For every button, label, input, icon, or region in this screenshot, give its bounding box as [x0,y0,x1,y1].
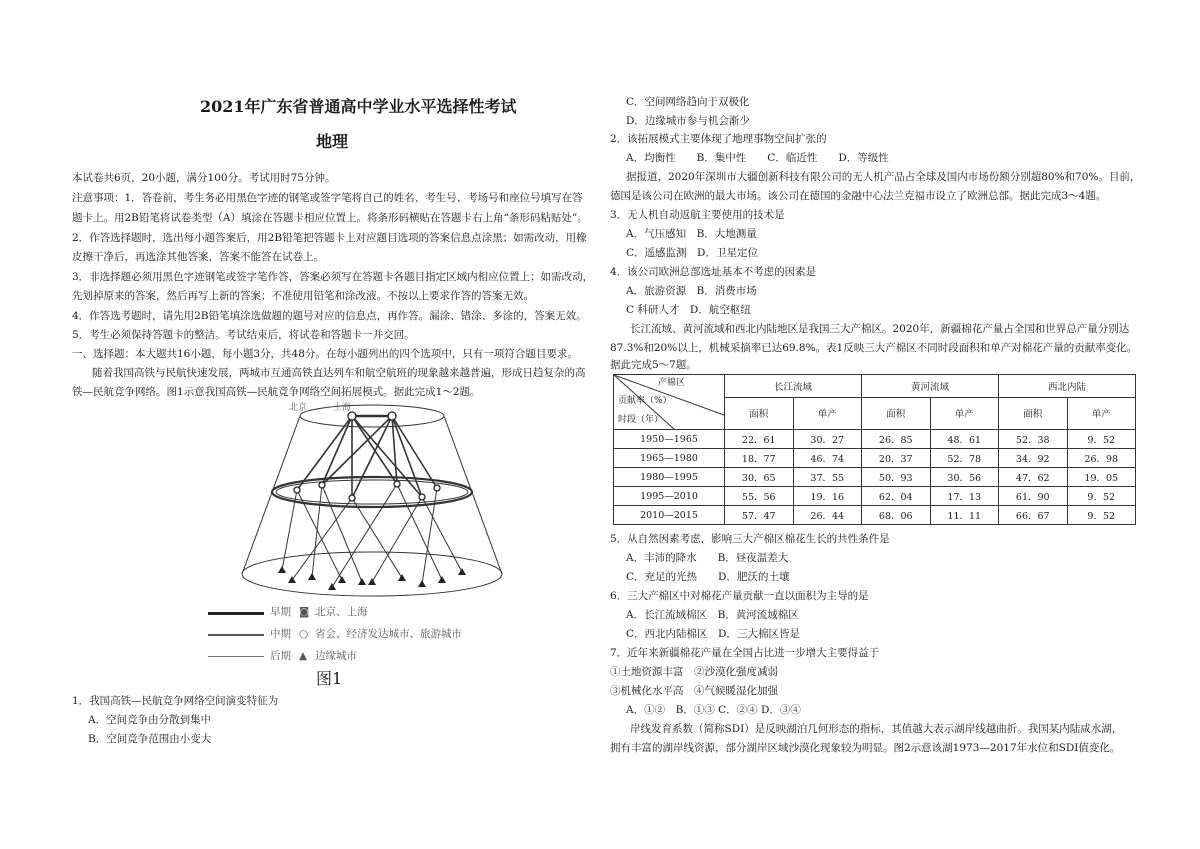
value-cell: 46．74 [793,449,862,468]
value-cell: 22．61 [725,430,794,449]
value-cell: 52．38 [999,430,1068,449]
sub-header: 单产 [1067,397,1136,429]
value-cell: 20．37 [862,449,931,468]
intro-line: 本试卷共6页，20小题，满分100分。考试用时75分钟。 [72,172,336,184]
value-cell: 48．61 [930,430,999,449]
options-line: C 科研人才 D．航空枢纽 [626,304,751,316]
legend-triangle-icon: ▲ [299,650,308,662]
passage-line: 87.3%和20%以上，机械采摘率已达69.8%。表1反映三大产棉区不同时段面积和单产对棉花产量的贡献率变化。 [610,342,1138,354]
value-cell: 30．65 [725,468,794,487]
intro-line: 先划掉原来的答案，然后再写上新的答案；不准使用铅笔和涂改液。不按以上要求作答的答案无效。 [72,290,534,302]
value-cell: 9．52 [1067,506,1136,525]
corner-period-label: 时段（年） [618,415,664,425]
figure1-diagram [222,402,522,602]
table-row [614,487,1136,506]
table1 [613,374,1136,525]
passage-line: 长江流域、黄河流域和西北内陆地区是我国三大产棉区。2020年，新疆棉花产量占全国和世界总产量分别达 [630,323,1130,335]
value-cell: 11．11 [930,506,999,525]
period-cell: 1950—1965 [614,430,725,449]
value-cell: 17．13 [930,487,999,506]
value-cell: 52．78 [930,449,999,468]
period-cell: 2010—2015 [614,506,725,525]
fig1-top-label: 上海 [333,403,352,413]
intro-line: 题卡上。用2B铅笔将试卷类型（A）填涂在答题卡相应位置上。将条形码横贴在答题卡右上角“条形码粘贴处”。 [72,212,588,224]
fig1-top-label: 北京 [289,403,308,413]
sub-header: 单产 [930,397,999,429]
table-row [614,468,1136,487]
legend-desc: 边缘城市 [315,650,357,662]
figure1-caption: 图1 [316,669,343,688]
option-a: A．空间竞争由分散到集中 [88,714,212,726]
value-cell: 26．44 [793,506,862,525]
period-cell: 1965—1980 [614,449,725,468]
intro-line: 5．考生必须保持答题卡的整洁。考试结束后，将试卷和答题卡一并交回。 [72,329,415,341]
passage-line: 据报道，2020年深圳市大疆创新科技有限公司的无人机产品占全球及国内市场份额分别超80%和70%。目前， [626,171,1141,183]
options-line: A．均衡性 B．集中性 C．临近性 D．等级性 [626,152,889,164]
table-row [614,430,1136,449]
passage-line: 岸线发育系数（简称SDI）是反映湖泊几何形态的指标，其值越大表示湖岸线越曲折。我国某内陆咸水湖， [630,723,1123,735]
option-b: B．空间竞争范围由小变大 [88,733,212,745]
question-stem: 5．从自然因素考虑，影响三大产棉区棉花生长的共性条件是 [610,533,890,545]
legend-period: 早期 [270,606,291,618]
options-line: C．充足的光热 D．肥沃的土壤 [626,571,790,583]
question-stem: 7．近年来新疆棉花产量在全国占比进一步增大主要得益于 [610,647,880,659]
value-cell: 50．93 [862,468,931,487]
value-cell: 30．27 [793,430,862,449]
value-cell: 68．06 [862,506,931,525]
period-cell: 1995—2010 [614,487,725,506]
question-stem: 4．该公司欧洲总部选址基本不考虑的因素是 [610,266,817,278]
sub-header: 面积 [999,397,1068,429]
value-cell: 26．98 [1067,449,1136,468]
value-cell: 30．56 [930,468,999,487]
period-cell: 1980—1995 [614,468,725,487]
page-title: 2021年广东省普通高中学业水平选择性考试 [200,97,517,116]
value-cell: 61．90 [999,487,1068,506]
legend-ring-icon: ○ [299,628,309,640]
value-cell: 37．55 [793,468,862,487]
options-line: A．①② B．①③ C．②④ D．③④ [626,704,801,716]
subject-title: 地理 [316,132,349,151]
passage-line: 铁—民航竞争网络。图1示意我国高铁—民航竞争网络空间拓展模式。据此完成1～2题。 [72,386,481,398]
region-header: 西北内陆 [999,375,1136,398]
intro-line: 注意事项：1．答卷前，考生务必用黑色字迹的钢笔或签字笔将自己的姓名、考生号、考场号和座位号填写在答 [72,192,583,204]
region-header: 长江流域 [725,375,862,398]
legend-line-mid [208,634,264,636]
legend-desc: 省会、经济发达城市、旅游城市 [315,628,462,640]
options-line: A．旅游资源 B．消费市场 [626,285,757,297]
legend-circle-icon: ◙ [299,606,310,618]
legend-period: 后期 [270,650,291,662]
value-cell: 57．47 [725,506,794,525]
value-cell: 9．52 [1067,487,1136,506]
options-line: C．遥感监测 D．卫星定位 [626,247,758,259]
value-cell: 55．56 [725,487,794,506]
corner-rate-label: 贡献率（%） [618,396,672,406]
value-cell: 18．77 [725,449,794,468]
value-cell: 47．62 [999,468,1068,487]
table-row [614,506,1136,525]
intro-line: 皮擦干净后，再选涂其他答案，答案不能答在试卷上。 [72,251,324,263]
region-header: 黄河流域 [862,375,999,398]
options-line: C．西北内陆棉区 D．三大棉区皆是 [626,628,800,640]
legend-line-early [208,612,264,615]
passage-line: 拥有丰富的湖岸线资源，部分湖岸区域沙漠化现象较为明显。图2示意该湖1973—2017年水位和SDI值变化。 [610,742,1121,754]
statements-line: ③机械化水平高 ④气候暖湿化加强 [610,685,778,697]
passage-line: 据此完成5～7题。 [610,359,697,371]
legend-desc: 北京、上海 [315,606,368,618]
table-corner-cell [614,375,725,430]
sub-header: 面积 [725,397,794,429]
value-cell: 9．52 [1067,430,1136,449]
value-cell: 34．92 [999,449,1068,468]
value-cell: 26．85 [862,430,931,449]
options-line: A．气压感知 B．大地测量 [626,228,757,240]
options-line: A．长江流域棉区 B．黄河流域棉区 [626,609,799,621]
question-stem: 3．无人机自动返航主要使用的技术是 [610,209,785,221]
question-stem: 2．该拓展模式主要体现了地理事物空间扩张的 [610,133,827,145]
question-stem: 1．我国高铁—民航竞争网络空间演变特征为 [72,695,279,707]
statements-line: ①土地资源丰富 ②沙漠化强度减弱 [610,666,778,678]
table-row [614,449,1136,468]
value-cell: 62．04 [862,487,931,506]
section-heading: 一、选择题：本大题共16小题，每小题3分，共48分。在每小题列出的四个选项中，只有一项符合题目要求。 [72,348,578,360]
sub-header: 面积 [862,397,931,429]
intro-line: 2．作答选择题时，选出每小题答案后，用2B铅笔把答题卡上对应题目选项的答案信息点涂黑；如需改动，用橡 [72,232,587,244]
question-stem: 6．三大产棉区中对棉花产量贡献一直以面积为主导的是 [610,590,869,602]
option-c: C．空间网络趋向于双极化 [626,96,750,108]
option-d: D．边缘城市参与机会渐少 [626,115,750,127]
legend-line-late [208,656,264,657]
value-cell: 19．16 [793,487,862,506]
legend-period: 中期 [270,628,291,640]
corner-region-label: 产棉区 [658,378,686,388]
options-line: A．丰沛的降水 B．昼夜温差大 [626,552,789,564]
intro-line: 3．非选择题必须用黑色字迹钢笔或签字笔作答，答案必须写在答题卡各题目指定区域内相应位置上；如需改动， [72,271,594,283]
passage-line: 德国是该公司在欧洲的最大市场。该公司在德国的金融中心法兰克福市设立了欧洲总部。据此完成3～4题。 [610,190,1107,202]
sub-header: 单产 [793,397,862,429]
intro-line: 4．作答选考题时，请先用2B铅笔填涂选做题的题号对应的信息点，再作答。漏涂、错涂、多涂的，答案无效。 [72,310,587,322]
value-cell: 19．05 [1067,468,1136,487]
passage-line: 随着我国高铁与民航快速发展，两城市互通高铁直达列车和航空航班的现象越来越普遍，形成日趋复杂的高 [92,367,586,379]
value-cell: 66．67 [999,506,1068,525]
